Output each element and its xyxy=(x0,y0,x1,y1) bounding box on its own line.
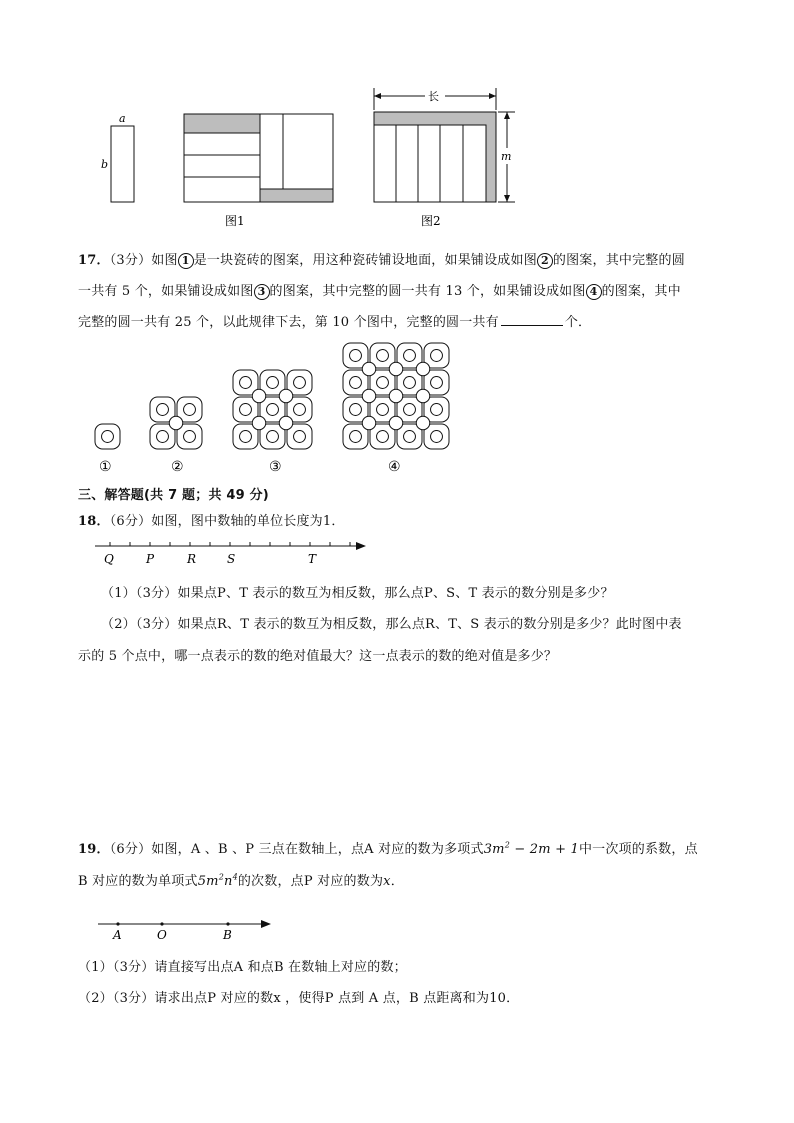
section-title: 三、解答题(共 7 题；共 49 分) xyxy=(78,488,269,503)
tile-circle xyxy=(240,431,252,443)
tile-circle xyxy=(267,404,279,416)
q18-stem xyxy=(78,510,345,529)
pattern-label-4: ④ xyxy=(388,459,401,475)
shared-circle xyxy=(416,416,430,430)
shared-circle xyxy=(279,389,293,403)
tile-circle xyxy=(404,404,416,416)
q19-number: 19． xyxy=(78,842,110,857)
tile-circle xyxy=(240,377,252,389)
tile-circle xyxy=(294,404,306,416)
tile-circle xyxy=(377,377,389,389)
tile-circle xyxy=(240,404,252,416)
circled-1: 1 xyxy=(178,253,194,269)
q19-line2 xyxy=(78,870,404,889)
tile-circle xyxy=(404,377,416,389)
tile-pattern-2 xyxy=(150,397,202,449)
dot-B xyxy=(226,922,229,925)
tile-circle xyxy=(404,431,416,443)
label-B: B xyxy=(223,928,232,942)
tile-pattern-1 xyxy=(95,424,120,449)
pattern-label-1: ① xyxy=(99,459,112,475)
q17-number: 17． xyxy=(78,253,110,268)
tile-circle xyxy=(157,431,169,443)
q17-line2 xyxy=(78,280,681,300)
shared-circle xyxy=(362,416,376,430)
tile-circle xyxy=(157,404,169,416)
tile-circle xyxy=(377,350,389,362)
q19-text: 如图，A 、B 、P 三点在数轴上，点A 对应的数为多项式 xyxy=(151,842,484,857)
point-S: S xyxy=(227,552,236,566)
shared-circle xyxy=(389,389,403,403)
q19-part2: （2）（3分）请求出点P 对应的数x ，使得P 点到 A 点，B 点距离和为10． xyxy=(78,991,520,1006)
q18-stem-text: 如图，图中数轴的单位长度为1． xyxy=(151,514,345,529)
q19-score: （6分） xyxy=(109,842,152,857)
pattern-label-3: ③ xyxy=(269,459,282,475)
tile-circle xyxy=(294,377,306,389)
q17-line3 xyxy=(78,311,591,330)
tile-circle xyxy=(350,404,362,416)
tile-circle xyxy=(350,431,362,443)
tile-circle xyxy=(377,431,389,443)
tile-circle xyxy=(404,350,416,362)
q17-line1 xyxy=(78,249,685,269)
fig2-label-m: m xyxy=(501,150,512,163)
q19-number-line xyxy=(95,915,275,945)
tile-circle xyxy=(431,404,443,416)
point-R: R xyxy=(187,552,197,566)
tile-circle xyxy=(267,431,279,443)
q19-text: B 对应的数为单项式 xyxy=(78,874,198,889)
q18-score: （6分） xyxy=(109,514,152,529)
point-T: T xyxy=(308,552,317,566)
tile-circle xyxy=(184,431,196,443)
fig1-shaded-top xyxy=(184,114,260,133)
shared-circle xyxy=(169,416,183,430)
answer-blank[interactable] xyxy=(501,313,563,326)
fig2-label-long: 长 xyxy=(428,90,439,103)
tile-circle xyxy=(294,431,306,443)
label-A: A xyxy=(113,928,122,942)
figure-1-2 xyxy=(95,80,525,230)
q17-text: 的图案，其中完整的圆 xyxy=(552,253,685,268)
q18-number: 18． xyxy=(78,514,110,529)
point-Q: Q xyxy=(104,552,114,566)
label-b: b xyxy=(101,158,109,171)
tile-pattern-4 xyxy=(343,343,449,449)
tile-circle xyxy=(431,350,443,362)
tile-circle xyxy=(377,404,389,416)
fig2-shaded-L xyxy=(374,112,496,202)
q19-text: 中一次项的系数，点 xyxy=(578,842,698,857)
q17-score: （3分） xyxy=(109,253,152,268)
q17-text: 的图案，其中 xyxy=(601,284,681,299)
circled-2: 2 xyxy=(537,253,553,269)
small-rect xyxy=(111,126,134,202)
tile-circle xyxy=(184,404,196,416)
q18-part1-score: （1）（3分） xyxy=(101,586,178,601)
shared-circle xyxy=(252,389,266,403)
q17-text: 是一块瓷砖的图案，用这种瓷砖铺设地面，如果铺设成如图 xyxy=(193,253,537,268)
polynomial: $3m^2 - 2m + 1$ xyxy=(483,840,579,857)
q19-text: 的次数，点P 对应的数为 xyxy=(237,874,384,889)
shared-circle xyxy=(279,416,293,430)
dot-O xyxy=(160,922,163,925)
var-x: x xyxy=(383,874,391,889)
shared-circle xyxy=(416,362,430,376)
q17-text: 的图案，其中完整的圆一共有 13 个，如果铺设成如图 xyxy=(269,284,586,299)
q17-text: 如图 xyxy=(151,253,178,268)
tile-patterns xyxy=(85,338,465,478)
shared-circle xyxy=(416,389,430,403)
tile-circle xyxy=(431,377,443,389)
q18-part2 xyxy=(101,613,682,632)
tile-circle xyxy=(102,431,114,443)
tile-outline xyxy=(95,424,120,449)
label-O: O xyxy=(157,928,167,942)
shared-circle xyxy=(362,362,376,376)
circled-3: 3 xyxy=(254,284,270,300)
q18-number-line xyxy=(90,536,375,570)
shared-circle xyxy=(252,416,266,430)
q17-text: 一共有 5 个，如果铺设成如图 xyxy=(78,284,254,299)
tile-circle xyxy=(350,377,362,389)
q18-part1 xyxy=(101,582,614,601)
q17-text: 个． xyxy=(564,315,592,330)
tile-circle xyxy=(267,377,279,389)
point-P: P xyxy=(146,552,155,566)
fig1-caption: 图1 xyxy=(225,214,245,228)
pattern-label-2: ② xyxy=(171,459,184,475)
dot-A xyxy=(116,922,119,925)
q18-part2-score: （2）（3分） xyxy=(101,617,178,632)
fig1-shaded-bottom xyxy=(260,189,333,202)
shared-circle xyxy=(389,416,403,430)
q19-line1 xyxy=(78,838,698,857)
q19-text: ． xyxy=(390,874,404,889)
shared-circle xyxy=(389,362,403,376)
shared-circle xyxy=(362,389,376,403)
tile-pattern-3 xyxy=(233,370,312,449)
q18-part2-cont: 示的 5 个点中，哪一点表示的数的绝对值最大？这一点表示的数的绝对值是多少？ xyxy=(78,649,558,664)
q18-part1-text: 如果点P、T 表示的数互为相反数，那么点P、S、T 表示的数分别是多少？ xyxy=(177,586,614,601)
circled-4: 4 xyxy=(586,284,602,300)
tile-circle xyxy=(350,350,362,362)
fig2-caption: 图2 xyxy=(421,214,441,228)
tile-circle xyxy=(431,431,443,443)
monomial: $5m^2n^4$ xyxy=(197,872,238,889)
q19-part1: （1）（3分）请直接写出点A 和点B 在数轴上对应的数； xyxy=(78,960,407,975)
label-a: a xyxy=(119,112,126,125)
q18-part2-text: 如果点R、T 表示的数互为相反数，那么点R、T、S 表示的数分别是多少？此时图中表 xyxy=(177,617,682,632)
q17-text: 完整的圆一共有 25 个，以此规律下去，第 10 个图中，完整的圆一共有 xyxy=(78,315,499,330)
